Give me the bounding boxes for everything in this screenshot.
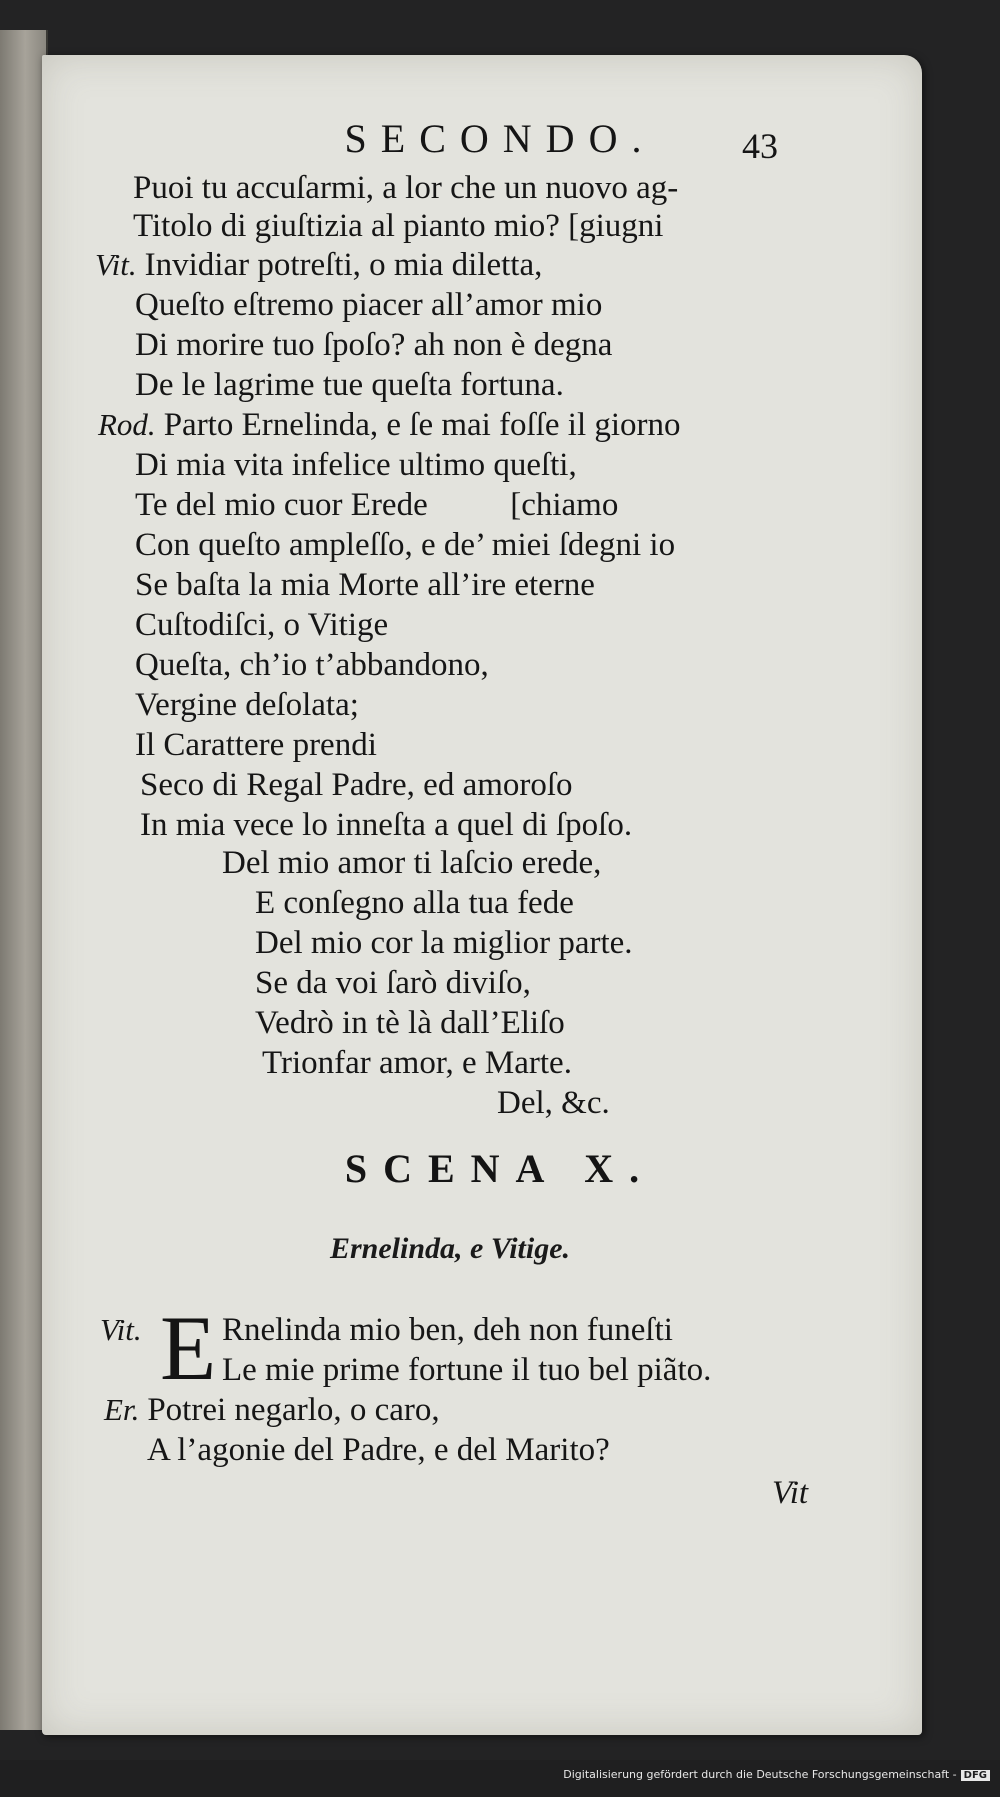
verse-line: Rnelinda mio ben, deh non funeſti <box>222 1312 673 1348</box>
verse-line: Le mie prime fortune il tuo bel piãto. <box>222 1352 712 1388</box>
verse-line: Seco di Regal Padre, ed amoroſo <box>140 767 573 803</box>
verse-line: Queſta, ch’io t’abbandono, <box>135 647 489 683</box>
verse-line: Cuſtodiſci, o Vitige <box>135 607 389 643</box>
aria-line: Vedrò in tè là dall’Eliſo <box>255 1005 565 1041</box>
credit-text: Digitalisierung gefördert durch die Deutsche Forschungsgemeinschaft - <box>563 1768 957 1781</box>
verse-line: A l’agonie del Padre, e del Marito? <box>147 1432 610 1468</box>
verse-line: Vit. Invidiar potreſti, o mia diletta, <box>95 247 543 283</box>
verse-line: Titolo di giuſtizia al pianto mio? [giugni <box>133 208 664 244</box>
speaker-label: Vit. <box>100 1312 142 1347</box>
page-number: 43 <box>742 126 778 166</box>
verse-line: Se baſta la mia Morte all’ire eterne <box>135 567 595 603</box>
catchword: Vit <box>772 1475 809 1511</box>
verse-line: Di morire tuo ſpoſo? ah non è degna <box>135 327 613 363</box>
aria-line: Del mio cor la miglior parte. <box>255 925 633 961</box>
verse-line: Rod. Parto Ernelinda, e ſe mai foſſe il giorno <box>98 407 681 443</box>
verse-line <box>100 1310 150 1350</box>
scene-title: SCENA X. <box>344 1146 656 1191</box>
drop-cap-initial: E <box>160 1297 217 1399</box>
speaker-label: Vit. <box>95 247 137 282</box>
verse-line: De le lagrime tue queſta fortuna. <box>135 367 564 403</box>
verse-line: Er. Potrei negarlo, o caro, <box>104 1392 440 1428</box>
verse-line: Queſto eſtremo piacer all’amor mio <box>135 287 603 323</box>
previous-page-edge <box>0 30 48 1730</box>
verse-line: Puoi tu accuſarmi, a lor che un nuovo ag- <box>133 170 679 206</box>
verse-line: Il Carattere prendi <box>135 727 377 763</box>
verse-line: Con queſto ampleſſo, e de’ miei ſdegni io <box>135 527 676 563</box>
aria-line: Se da voi ſarò diviſo, <box>255 965 531 1001</box>
scene-characters: Ernelinda, e Vitige. <box>329 1232 571 1265</box>
verse-line: In mia vece lo inneſta a quel di ſpoſo. <box>140 807 633 843</box>
verse-line: Di mia vita infelice ultimo queſti, <box>135 447 577 483</box>
dfg-logo: DFG <box>961 1770 990 1781</box>
aria-line: E conſegno alla tua fede <box>255 885 574 921</box>
verse-line: Te del mio cuor Erede [chiamo <box>135 487 619 523</box>
speaker-label: Rod. <box>98 407 156 442</box>
aria-line: Del mio amor ti laſcio erede, <box>222 845 602 881</box>
running-header: SECONDO. <box>344 116 656 161</box>
speaker-label: Er. <box>104 1392 140 1427</box>
da-capo-mark: Del, &c. <box>497 1085 610 1121</box>
digitization-credit <box>0 1768 990 1781</box>
verse-line: Vergine deſolata; <box>135 687 359 723</box>
aria-line: Trionfar amor, e Marte. <box>262 1045 572 1081</box>
